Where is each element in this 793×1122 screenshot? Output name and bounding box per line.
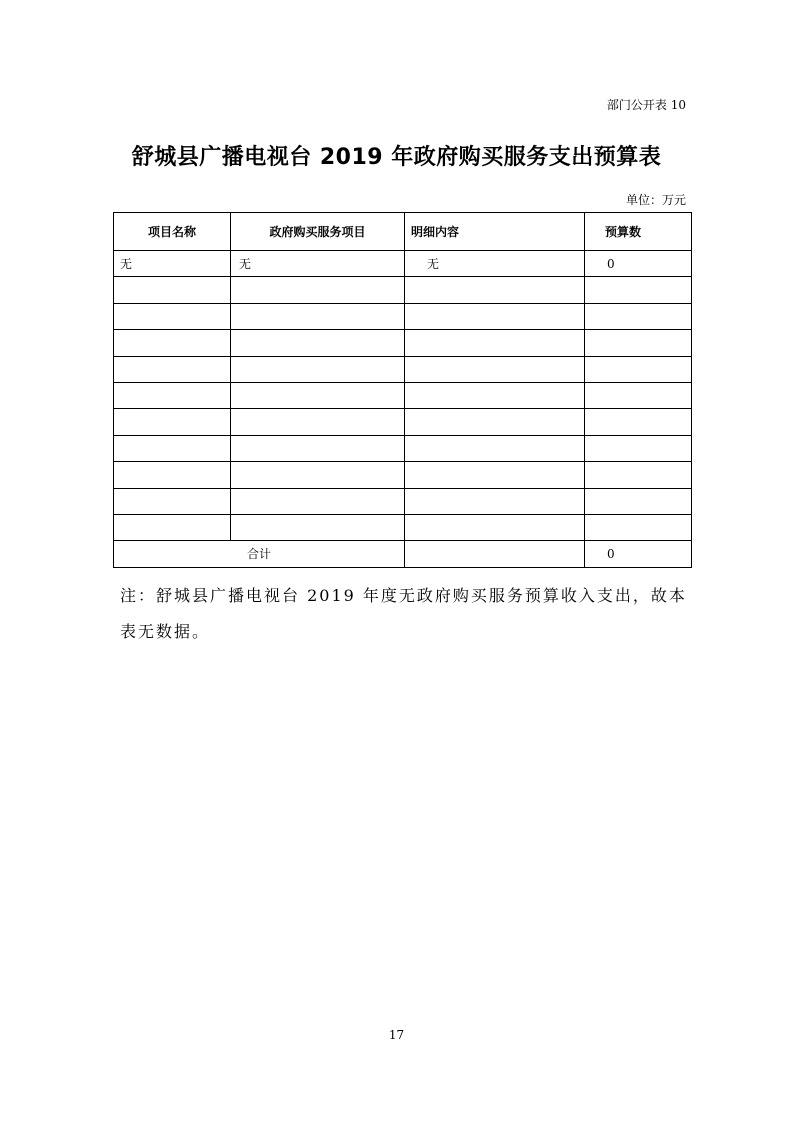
cell-budget xyxy=(585,382,692,408)
cell-budget xyxy=(585,462,692,488)
header-detail: 明细内容 xyxy=(405,213,585,251)
cell-detail xyxy=(405,514,585,540)
cell-budget xyxy=(585,303,692,329)
header-service-item: 政府购买服务项目 xyxy=(231,213,405,251)
cell-service-item: 无 xyxy=(231,251,405,277)
table-tag: 部门公开表 10 xyxy=(606,98,686,112)
cell-detail xyxy=(405,435,585,461)
page-number: 17 xyxy=(388,1028,405,1042)
cell-project-name xyxy=(114,462,231,488)
table-row xyxy=(114,356,692,382)
cell-service-item xyxy=(231,409,405,435)
table-row xyxy=(114,435,692,461)
cell-budget: 0 xyxy=(585,251,692,277)
cell-project-name xyxy=(114,409,231,435)
cell-service-item xyxy=(231,514,405,540)
unit-label: 单位：万元 xyxy=(625,193,686,207)
cell-service-item xyxy=(231,277,405,303)
cell-service-item xyxy=(231,382,405,408)
cell-detail xyxy=(405,409,585,435)
table-row xyxy=(114,303,692,329)
cell-budget xyxy=(585,277,692,303)
cell-detail: 无 xyxy=(405,251,585,277)
header-budget: 预算数 xyxy=(585,213,692,251)
cell-budget xyxy=(585,330,692,356)
table-row xyxy=(114,277,692,303)
table-row xyxy=(114,330,692,356)
cell-service-item xyxy=(231,462,405,488)
cell-project-name xyxy=(114,435,231,461)
cell-service-item xyxy=(231,356,405,382)
cell-budget xyxy=(585,409,692,435)
cell-detail xyxy=(405,488,585,514)
header-project-name: 项目名称 xyxy=(114,213,231,251)
table-row xyxy=(114,251,692,277)
cell-service-item xyxy=(231,303,405,329)
cell-budget xyxy=(585,488,692,514)
cell-detail xyxy=(405,303,585,329)
cell-detail xyxy=(405,462,585,488)
table-row xyxy=(114,382,692,408)
cell-detail xyxy=(405,277,585,303)
cell-budget xyxy=(585,514,692,540)
cell-project-name xyxy=(114,277,231,303)
cell-service-item xyxy=(231,330,405,356)
cell-project-name xyxy=(114,488,231,514)
budget-table xyxy=(113,212,692,568)
cell-project-name: 无 xyxy=(114,251,231,277)
note-text: 注：舒城县广播电视台 2019 年度无政府购买服务预算收入支出，故本表无数据。 xyxy=(120,586,687,641)
cell-detail xyxy=(405,330,585,356)
page-title: 舒城县广播电视台 2019 年政府购买服务支出预算表 xyxy=(131,145,662,170)
total-amount: 0 xyxy=(585,541,692,567)
table-row xyxy=(114,409,692,435)
cell-project-name xyxy=(114,330,231,356)
table-body xyxy=(114,251,692,541)
cell-detail xyxy=(405,382,585,408)
cell-project-name xyxy=(114,382,231,408)
cell-project-name xyxy=(114,356,231,382)
cell-detail xyxy=(405,356,585,382)
cell-budget xyxy=(585,435,692,461)
total-detail xyxy=(405,541,585,567)
table-row xyxy=(114,462,692,488)
cell-project-name xyxy=(114,514,231,540)
total-row xyxy=(114,541,692,567)
cell-service-item xyxy=(231,435,405,461)
cell-project-name xyxy=(114,303,231,329)
table-row xyxy=(114,514,692,540)
table-header-row xyxy=(114,213,692,251)
cell-service-item xyxy=(231,488,405,514)
table-row xyxy=(114,488,692,514)
cell-budget xyxy=(585,356,692,382)
total-label: 合计 xyxy=(114,541,405,567)
